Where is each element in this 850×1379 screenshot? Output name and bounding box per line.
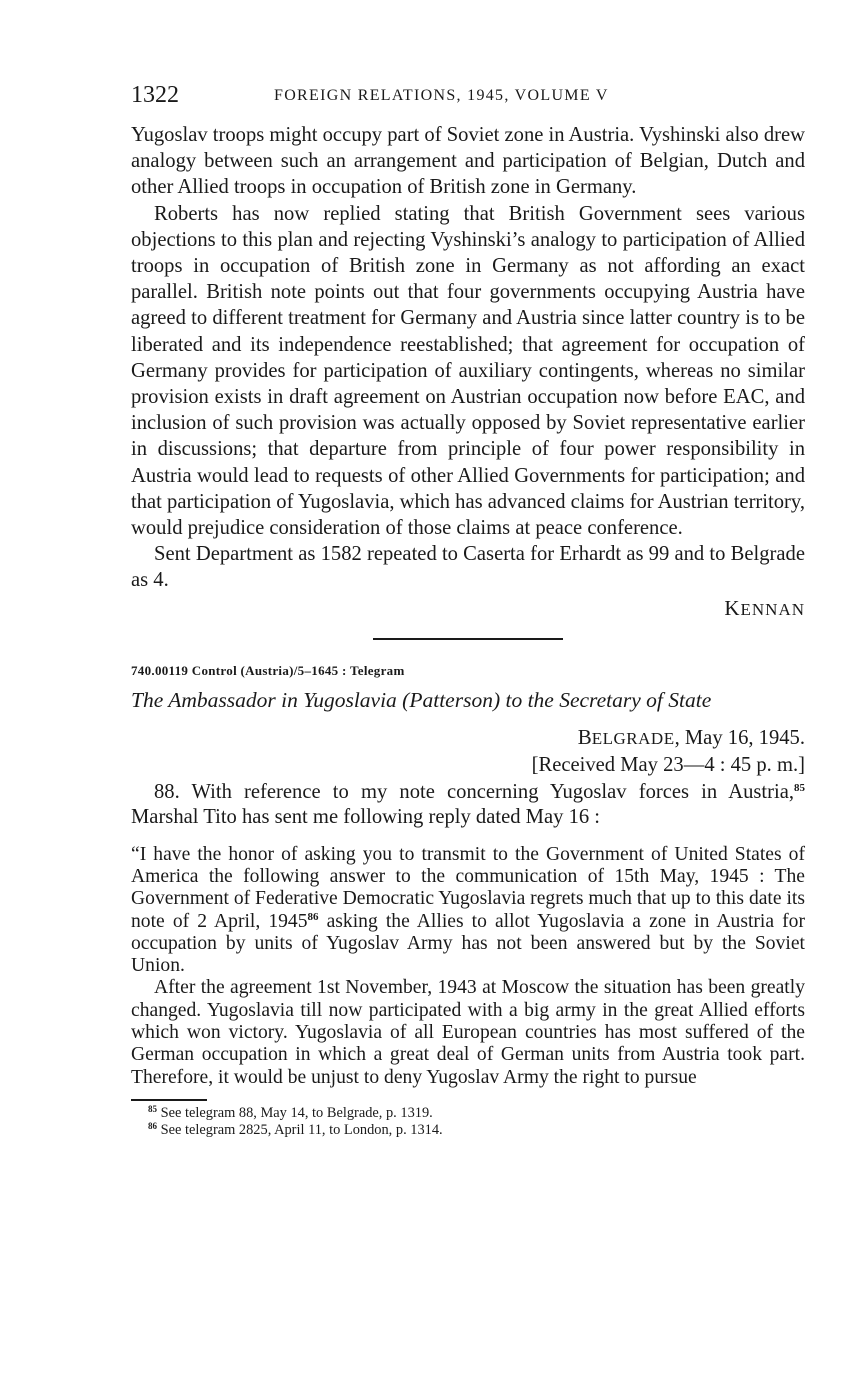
footnote [148, 1122, 805, 1139]
footnote [148, 1105, 805, 1122]
date: , May 16, 1945. [674, 726, 805, 749]
quote-paragraph: After the agreement 1st November, 1943 at Moscow the situation has been greatly changed. Yugoslavia till now participated with a big army in the great Allied efforts which won victory. Yugoslavia of all European countries has most suffered of the German occupation in which a great deal of German units from Austria took part. Therefore, it would be unjust to deny Yugoslav Army the right to pursue [131, 977, 805, 1088]
quote-paragraph [131, 844, 805, 978]
section-divider [373, 638, 563, 640]
quoted-reply [131, 844, 805, 1089]
document-title: The Ambassador in Yugoslavia (Patterson) to the Secretary of State [131, 687, 712, 712]
file-number: 740.00119 Control (Austria)/5–1645 : Telegram [131, 662, 405, 678]
signature-initial: K [724, 595, 741, 620]
quote-text: “I have the honor of asking you to transmit to the Government of United States of America the following answer to the communication of 15th May, 1945 : The Government of Federative Democratic Yugoslavia regrets much that up to this date its note of 2 April, 1945 [131, 843, 805, 932]
opening-text-continued: Marshal Tito has sent me following reply dated May 16 : [131, 805, 601, 828]
page-number: 1322 [131, 82, 179, 108]
paragraph: Yugoslav troops might occupy part of Soviet zone in Austria. Vyshinski also drew analogy between such an arrangement and participation of Belgian, Dutch and other Allied troops in occupation of British zone in Germany. [131, 124, 805, 199]
dateline [131, 724, 805, 752]
previous-document-body [131, 122, 805, 594]
footnotes [131, 1105, 805, 1139]
document-page [131, 80, 805, 1139]
footnote-reference[interactable]: 85 [794, 781, 805, 794]
running-title: FOREIGN RELATIONS, 1945, VOLUME V [274, 87, 609, 104]
footnote-text: See telegram 2825, April 11, to London, p. 1314. [157, 1121, 443, 1138]
running-header [131, 80, 805, 112]
quote-text-continued: asking the Allies to allot Yugoslavia a zone in Austria for occupation by units of Yugoslav Army has not been answered but by the Soviet Union. [131, 910, 805, 977]
footnote-reference[interactable]: 86 [307, 910, 319, 923]
message-opening [131, 780, 805, 830]
received-line: [Received May 23—4 : 45 p. m.] [531, 753, 805, 776]
opening-text: 88. With reference to my note concerning Yugoslav forces in Austria, [154, 780, 794, 803]
paragraph: Sent Department as 1582 repeated to Caserta for Erhardt as 99 and to Belgrade as 4. [131, 543, 805, 592]
paragraph [131, 780, 805, 830]
footnote-number: 86 [148, 1120, 157, 1131]
footnote-divider [131, 1099, 207, 1101]
place-initial: B [577, 724, 592, 749]
paragraph: Roberts has now replied stating that British Government sees various objections to this plan and rejecting Vyshinski’s analogy to participation of Allied troops in occupation of British zone in Germany as not affording an exact parallel. British note points out that four governments occupying Austria have agreed to different treatment for Germany and Austria since latter country is to be liberated and its independence reestablished; that agreement for occupation of Germany provides for participation of auxiliary contingents, whereas no similar provision exists in draft agreement on Austrian occupation now before EAC, and inclusion of such provision was actually opposed by Soviet representative earlier in discussions; that departure from principle of four power responsibility in Austria would lead to requests of other Allied Governments for participation; and that participation of Yugoslavia, which has advanced claims for Austrian territory, would prejudice consideration of those claims at peace conference. [131, 202, 805, 540]
signature [131, 596, 805, 622]
footnote-number: 85 [148, 1103, 157, 1114]
footnote-text: See telegram 88, May 14, to Belgrade, p. 1319. [157, 1104, 433, 1121]
place-rest: ELGRADE [591, 728, 675, 748]
signature-rest: ENNAN [740, 599, 805, 619]
